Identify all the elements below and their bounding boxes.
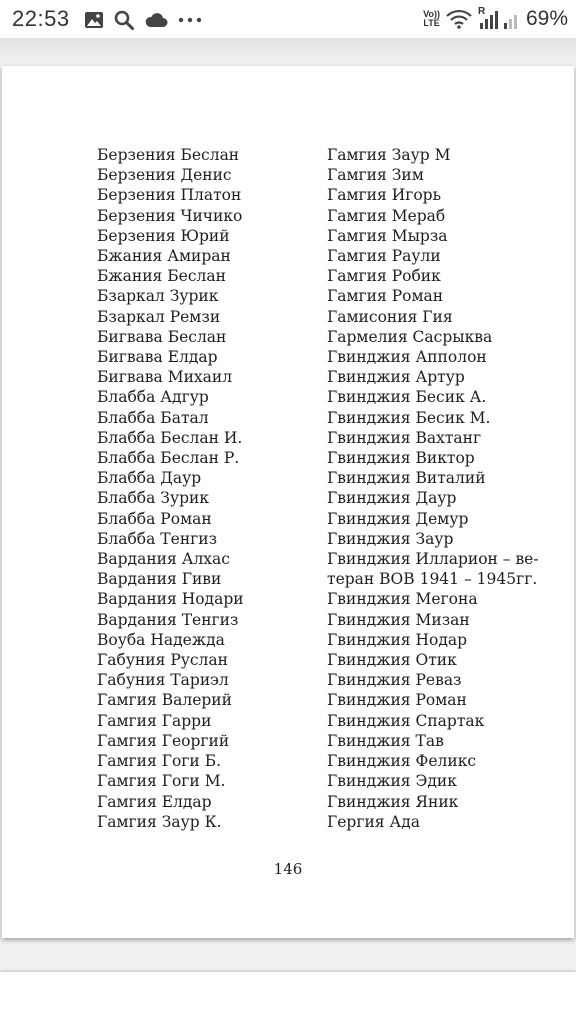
system-icons bbox=[423, 6, 568, 32]
name-entry: Гвинджия Илларион – ве- bbox=[327, 550, 539, 569]
status-time: 22:53 bbox=[12, 6, 70, 31]
name-entry: Гвинджия Виктор bbox=[327, 449, 475, 468]
name-entry: Бжания Беслан bbox=[97, 267, 226, 286]
next-document-page bbox=[0, 972, 576, 1024]
signal-weak-icon bbox=[504, 8, 520, 30]
name-entry: Вардания Нодари bbox=[97, 590, 244, 609]
volte-top-label: Vo)) bbox=[423, 9, 440, 19]
name-entry: Гвинджия Мегона bbox=[327, 590, 478, 609]
name-entry: Гвинджия Виталий bbox=[327, 469, 486, 488]
name-entry: Блабба Тенгиз bbox=[97, 529, 218, 548]
name-entry: Гвинджия Тав bbox=[327, 731, 444, 750]
name-entry: Гамгия Заур М bbox=[327, 146, 451, 164]
name-entry: Гвинджия Вахтанг bbox=[327, 428, 482, 447]
name-entry: Блабба Адгур bbox=[97, 388, 209, 407]
name-entry: Гвинджия Демур bbox=[327, 509, 469, 528]
name-entry: Блабба Беслан И. bbox=[97, 428, 243, 447]
name-entry: Блабба Роман bbox=[97, 509, 212, 528]
name-entry: Гвинджия Феликс bbox=[327, 752, 477, 771]
name-entry: Гвинджия Роман bbox=[327, 691, 467, 710]
name-entry: Берзения Денис bbox=[97, 166, 232, 185]
name-entry: Гамгия Игорь bbox=[327, 186, 442, 205]
name-entry: Бзаркал Зурик bbox=[97, 287, 219, 306]
name-entry: Габуния Тариэл bbox=[97, 671, 229, 690]
search-icon bbox=[114, 10, 134, 30]
name-entry: Гвинджия Нодар bbox=[327, 630, 468, 649]
name-entry: теран ВОВ 1941 – 1945гг. bbox=[327, 570, 538, 589]
volte-bottom-label: LTE bbox=[423, 18, 440, 28]
name-entry: Гамгия Робик bbox=[327, 267, 441, 286]
name-entry: Гамгия Зим bbox=[327, 166, 424, 185]
wifi-icon bbox=[446, 9, 472, 29]
cloud-icon bbox=[144, 12, 168, 28]
name-entry: Гвинджия Даур bbox=[327, 489, 457, 508]
name-entry: Блабба Зурик bbox=[97, 489, 210, 508]
name-entry: Гвинджия Артур bbox=[327, 368, 465, 387]
name-entry: Бигвава Елдар bbox=[97, 348, 218, 367]
name-entry: Гамгия Роман bbox=[327, 287, 444, 306]
battery-percentage: 69% bbox=[525, 7, 568, 30]
name-entry: Гвинджия Заур bbox=[327, 529, 454, 548]
name-entry: Гвинджия Апполон bbox=[327, 348, 487, 367]
name-entry: Блабба Батал bbox=[97, 408, 209, 427]
name-entry: Гамгия Мырза bbox=[327, 226, 448, 245]
document-page bbox=[2, 66, 574, 938]
name-entry: Бигвава Михаил bbox=[97, 368, 233, 387]
name-entry: Гвинджия Эдик bbox=[327, 772, 457, 791]
name-entry: Бзаркал Ремзи bbox=[97, 307, 221, 326]
name-entry: Бжания Амиран bbox=[97, 247, 231, 266]
name-entry: Гамгия Елдар bbox=[97, 792, 212, 811]
name-entry: Гамисония Гия bbox=[327, 307, 453, 326]
image-icon bbox=[84, 11, 104, 29]
name-entry: Берзения Чичико bbox=[97, 206, 243, 225]
name-entry: Гамгия Мераб bbox=[327, 206, 446, 225]
name-entry: Берзения Беслан bbox=[97, 146, 240, 164]
name-entry: Гвинджия Яник bbox=[327, 792, 459, 811]
name-entry: Гамгия Георгий bbox=[97, 731, 230, 750]
name-entry: Гармелия Сасрыква bbox=[327, 327, 493, 346]
notification-icons bbox=[84, 9, 202, 31]
name-entry: Берзения Юрий bbox=[97, 226, 230, 245]
name-entry: Гвинджия Реваз bbox=[327, 671, 462, 690]
name-entry: Гергия Ада bbox=[327, 812, 421, 831]
name-entry: Гамгия Гоги М. bbox=[97, 772, 226, 791]
name-entry: Гамгия Гарри bbox=[97, 711, 212, 730]
name-entry: Берзения Платон bbox=[97, 186, 242, 205]
volte-icon bbox=[423, 10, 440, 28]
name-entry: Блабба Даур bbox=[97, 469, 202, 488]
page-number: 146 bbox=[273, 860, 303, 878]
name-entry: Гвинджия Мизан bbox=[327, 610, 470, 629]
name-entry: Гамгия Гоги Б. bbox=[97, 752, 222, 771]
name-entry: Гамгия Валерий bbox=[97, 691, 232, 710]
status-bar bbox=[0, 0, 576, 38]
signal-icon bbox=[478, 8, 498, 30]
left-name-column bbox=[97, 145, 307, 832]
name-entry: Гамгия Заур К. bbox=[97, 812, 222, 831]
name-entry: Гамгия Раули bbox=[327, 247, 441, 266]
name-entry: Вардания Гиви bbox=[97, 570, 222, 589]
name-entry: Гвинджия Спартак bbox=[327, 711, 485, 730]
name-entry: Габуния Руслан bbox=[97, 651, 228, 670]
name-entry: Гвинджия Бесик М. bbox=[327, 408, 491, 427]
name-entry: Вардания Алхас bbox=[97, 550, 230, 569]
right-name-column bbox=[327, 145, 567, 832]
name-entry: Вардания Тенгиз bbox=[97, 610, 239, 629]
more-icon bbox=[178, 17, 202, 23]
name-entry: Воуба Надежда bbox=[97, 630, 225, 649]
name-entry: Блабба Беслан Р. bbox=[97, 449, 240, 468]
viewer-background bbox=[0, 38, 576, 64]
name-entry: Гвинджия Отик bbox=[327, 651, 457, 670]
name-entry: Бигвава Беслан bbox=[97, 327, 227, 346]
roaming-label: R bbox=[477, 6, 486, 17]
name-entry: Гвинджия Бесик А. bbox=[327, 388, 487, 407]
